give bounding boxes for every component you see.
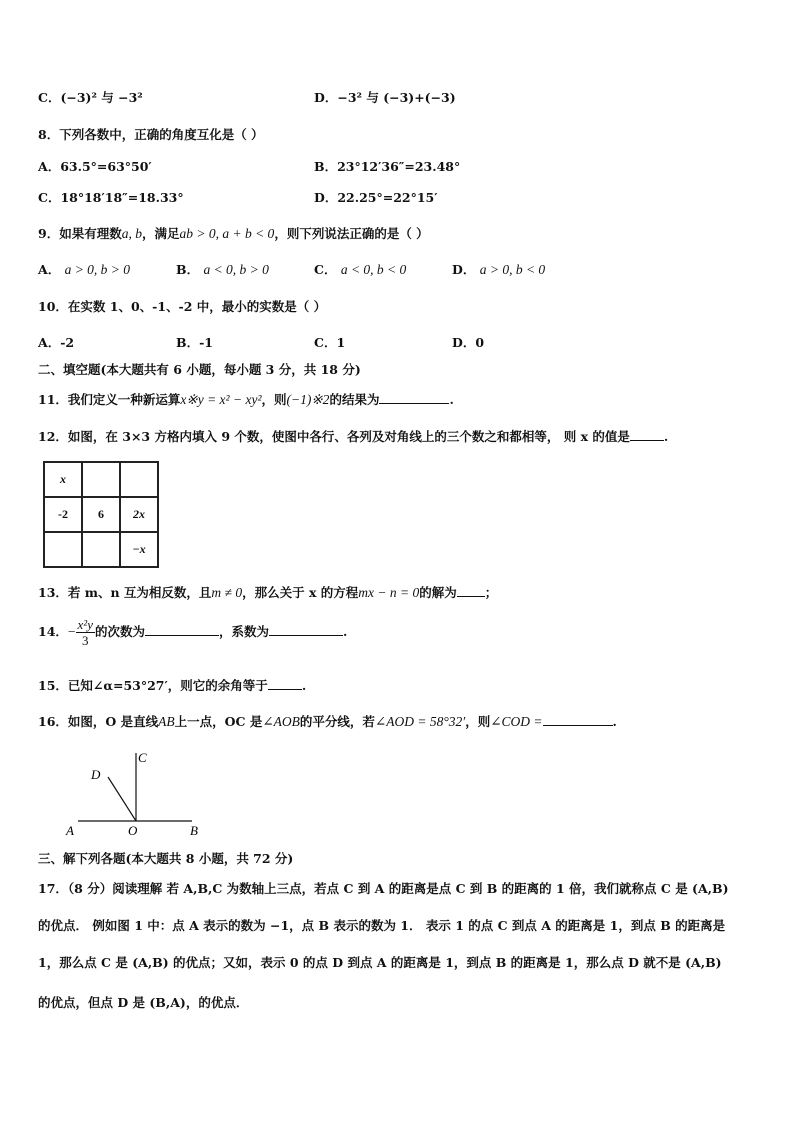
q11-answer-blank[interactable] [379, 391, 449, 404]
q7-option-d: D．−3² 与 (−3)+(−3) [314, 90, 456, 105]
q9-stem-mid: ，满足 [141, 226, 180, 241]
q14-degree-blank[interactable] [145, 623, 219, 636]
q13-stem: 13．若 m、n 互为相反数，且m ≠ 0，那么关于 x 的方程mx − n = 0的解为 ； [38, 585, 498, 600]
label-b: B [190, 823, 198, 838]
q14-stem: 14．− $\frac{\text{x²y}}{3}$ 的次数为 ，系数为 . [38, 617, 348, 648]
grid-cell: −x [120, 532, 158, 567]
q14-sign: − [67, 624, 76, 639]
q9-option-a: A． a > 0, b > 0 [38, 262, 131, 277]
q11-expr2: (−1)※2 [286, 392, 330, 407]
q13-answer-blank[interactable] [457, 584, 485, 597]
q14-coefficient-blank[interactable] [269, 623, 343, 636]
q10-option-c: C．1 [314, 335, 346, 350]
grid-cell: 2x [120, 497, 158, 532]
grid-cell [82, 462, 120, 497]
grid-cell [120, 462, 158, 497]
q9-stem-pre: 9．如果有理数 [38, 226, 122, 241]
q10-stem: 10．在实数 1、0、-1、-2 中，最小的实数是（ ） [38, 299, 327, 314]
label-o: O [128, 823, 138, 838]
q11-expr: x※y = x² − xy² [180, 392, 262, 407]
q10-option-b: B．-1 [176, 335, 213, 350]
section-3-heading: 三、解下列各题(本大题共 8 小题，共 72 分) [38, 851, 294, 866]
q15-answer-blank[interactable] [268, 677, 302, 690]
q17-line-4: 的优点，但点 D 是 (B,A)，的优点． [38, 995, 249, 1010]
q17-line-3: 1，那么点 C 是 (A,B) 的优点；又如，表示 0 的点 D 到点 A 的距离是 1，到点 B 的距离是 1，那么点 D 就不是 (A,B) [38, 955, 722, 970]
q16-answer-blank[interactable] [543, 713, 613, 726]
q17-line-1: 17．（8 分）阅读理解 若 A,B,C 为数轴上三点，若点 C 到 A 的距离是点 C 到 B 的距离的 1 倍，我们就称点 C 是 (A,B) [38, 881, 729, 896]
section-2-heading: 二、填空题(本大题共有 6 小题，每小题 3 分，共 18 分) [38, 362, 361, 377]
q9-stem-cond: ab > 0, a + b < 0 [179, 226, 275, 241]
q12-magic-square [43, 461, 159, 568]
q16-stem: 16．如图，O 是直线AB上一点，OC 是∠AOB的平分线，若∠AOD = 58°32′，则∠COD = . [38, 714, 617, 729]
q10-option-a: A．-2 [38, 335, 75, 350]
q9-option-c: C． a < 0, b < 0 [314, 262, 407, 277]
q8-stem: 8．下列各数中，正确的角度互化是（ ） [38, 127, 264, 142]
q16-angle-figure [60, 745, 220, 840]
ray-od [108, 777, 136, 821]
q9-stem-post: ，则下列说法正确的是（ ） [274, 226, 429, 241]
grid-cell: x [44, 462, 82, 497]
grid-cell [44, 532, 82, 567]
q8-option-c: C．18°18′18″=18.33° [38, 190, 184, 205]
q12-answer-blank[interactable] [630, 428, 664, 441]
q14-fraction: $\frac{\text{x²y}}{3}$ [77, 617, 93, 648]
q9-stem-vars: a, b [121, 226, 142, 241]
q9-option-b: B． a < 0, b > 0 [176, 262, 269, 277]
grid-cell [82, 532, 120, 567]
q7-option-c: C．(−3)² 与 −3² [38, 90, 143, 105]
q8-option-a: A．63.5°=63°50′ [38, 159, 152, 174]
q12-stem: 12．如图，在 3×3 方格内填入 9 个数，使图中各行、各列及对角线上的三个数之和都相等， 则 x 的值是 . [38, 429, 669, 444]
grid-cell: -2 [44, 497, 82, 532]
q9-stem [38, 224, 429, 242]
q8-option-b: B．23°12′36″=23.48° [314, 159, 461, 174]
q11-stem: 11．我们定义一种新运算x※y = x² − xy²，则(−1)※2的结果为 . [38, 392, 454, 407]
q15-stem: 15．已知∠α=53°27′，则它的余角等于 . [38, 678, 307, 693]
label-d: D [91, 767, 101, 782]
label-a: A [66, 823, 74, 838]
grid-cell: 6 [82, 497, 120, 532]
q9-option-d: D． a > 0, b < 0 [452, 262, 546, 277]
q10-option-d: D．0 [452, 335, 485, 350]
q13-eq: mx − n = 0 [358, 585, 420, 600]
q8-option-d: D．22.25°=22°15′ [314, 190, 438, 205]
label-c: C [138, 750, 147, 765]
q13-cond: m ≠ 0 [211, 585, 243, 600]
q17-line-2: 的优点． 例如图 1 中：点 A 表示的数为 −1，点 B 表示的数为 1． 表示 1 的点 C 到点 A 的距离是 1，到点 B 的距离是 [38, 918, 726, 933]
